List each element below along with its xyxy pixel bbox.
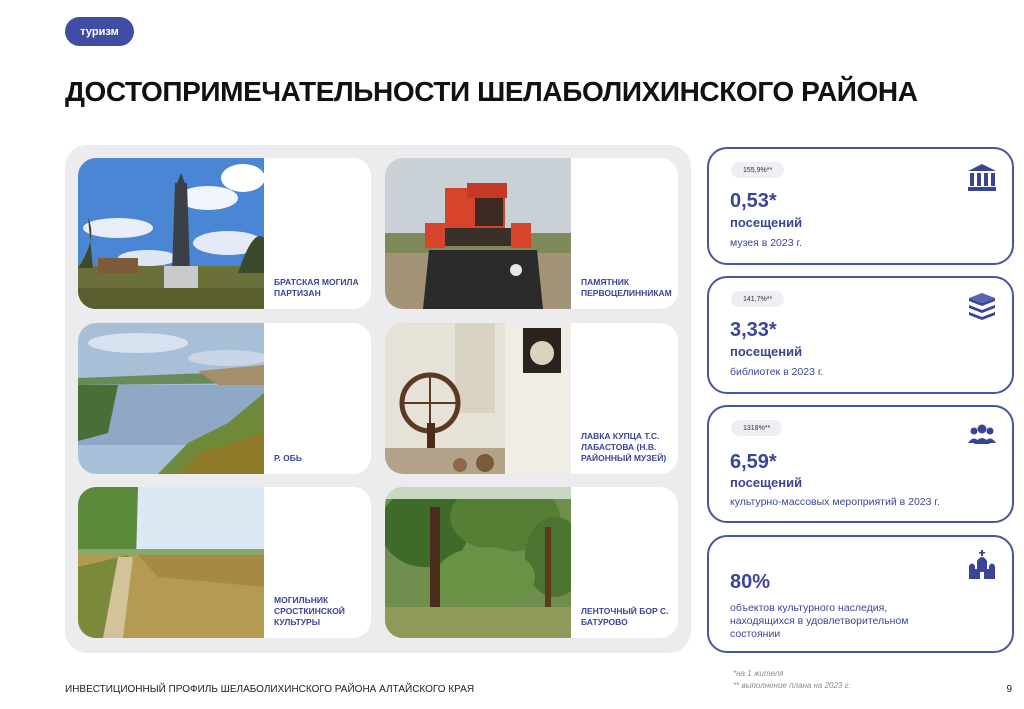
stat-description: культурно-массовых мероприятий в 2023 г. [730, 496, 940, 508]
stat-card-museum [707, 147, 1014, 265]
attraction-card[interactable] [78, 487, 371, 638]
stat-description: музея в 2023 г. [730, 237, 802, 249]
stat-description: объектов культурного наследия, находящихся в удовлетворительном состоянии [730, 602, 909, 640]
attraction-card[interactable] [385, 158, 678, 309]
attraction-photo [385, 158, 571, 309]
attraction-card[interactable] [385, 487, 678, 638]
attraction-caption: МОГИЛЬНИК СРОСТКИНСКОЙ КУЛЬТУРЫ [274, 595, 345, 627]
museum-icon [966, 161, 998, 193]
attraction-photo [78, 158, 264, 309]
attraction-caption: ЛАВКА КУПЦА Т.С. ЛАБАСТОВА (Н.В. РАЙОННЫЙ МУЗЕЙ) [581, 431, 667, 463]
stat-description: библиотек в 2023 г. [730, 366, 824, 378]
page-number: 9 [1006, 684, 1012, 695]
attraction-caption: ЛЕНТОЧНЫЙ БОР С. БАТУРОВО [581, 606, 669, 627]
stat-value: 80% [730, 571, 771, 593]
stat-value: 0,53* [730, 190, 777, 212]
stat-card-heritage [707, 535, 1014, 653]
attraction-photo [385, 323, 571, 474]
attraction-card[interactable] [78, 158, 371, 309]
attractions-gallery [65, 145, 691, 653]
stat-unit: посещений [730, 344, 803, 359]
attraction-card[interactable] [385, 323, 678, 474]
section-tag: туризм [65, 17, 134, 46]
stat-unit: посещений [730, 215, 803, 230]
footnote-per-resident: *на 1 жителя [733, 669, 784, 678]
people-icon [966, 419, 998, 451]
footnotes [733, 668, 851, 692]
attraction-photo [78, 323, 264, 474]
stat-value: 3,33* [730, 319, 777, 341]
plan-percent-badge: 141,7%** [731, 291, 784, 307]
plan-percent-badge: 155,9%** [731, 162, 784, 178]
attraction-caption: БРАТСКАЯ МОГИЛА ПАРТИЗАН [274, 277, 359, 298]
plan-percent-badge: 1318%** [731, 420, 782, 436]
attraction-photo [385, 487, 571, 638]
attraction-photo [78, 487, 264, 638]
attraction-caption: Р. ОБЬ [274, 453, 302, 463]
books-icon [966, 290, 998, 322]
page-title: ДОСТОПРИМЕЧАТЕЛЬНОСТИ ШЕЛАБОЛИХИНСКОГО РАЙОНА [65, 76, 918, 107]
stat-value: 6,59* [730, 451, 777, 473]
stat-card-events [707, 405, 1014, 523]
footnote-plan: ** выполнение плана на 2023 г. [733, 681, 851, 690]
stat-unit: посещений [730, 475, 803, 490]
attraction-card[interactable] [78, 323, 371, 474]
attraction-caption: ПАМЯТНИК ПЕРВОЦЕЛИННИКАМ [581, 277, 672, 298]
footer-text: ИНВЕСТИЦИОННЫЙ ПРОФИЛЬ ШЕЛАБОЛИХИНСКОГО РАЙОНА АЛТАЙСКОГО КРАЯ [65, 684, 475, 695]
church-icon [966, 549, 998, 581]
stat-card-library [707, 276, 1014, 394]
